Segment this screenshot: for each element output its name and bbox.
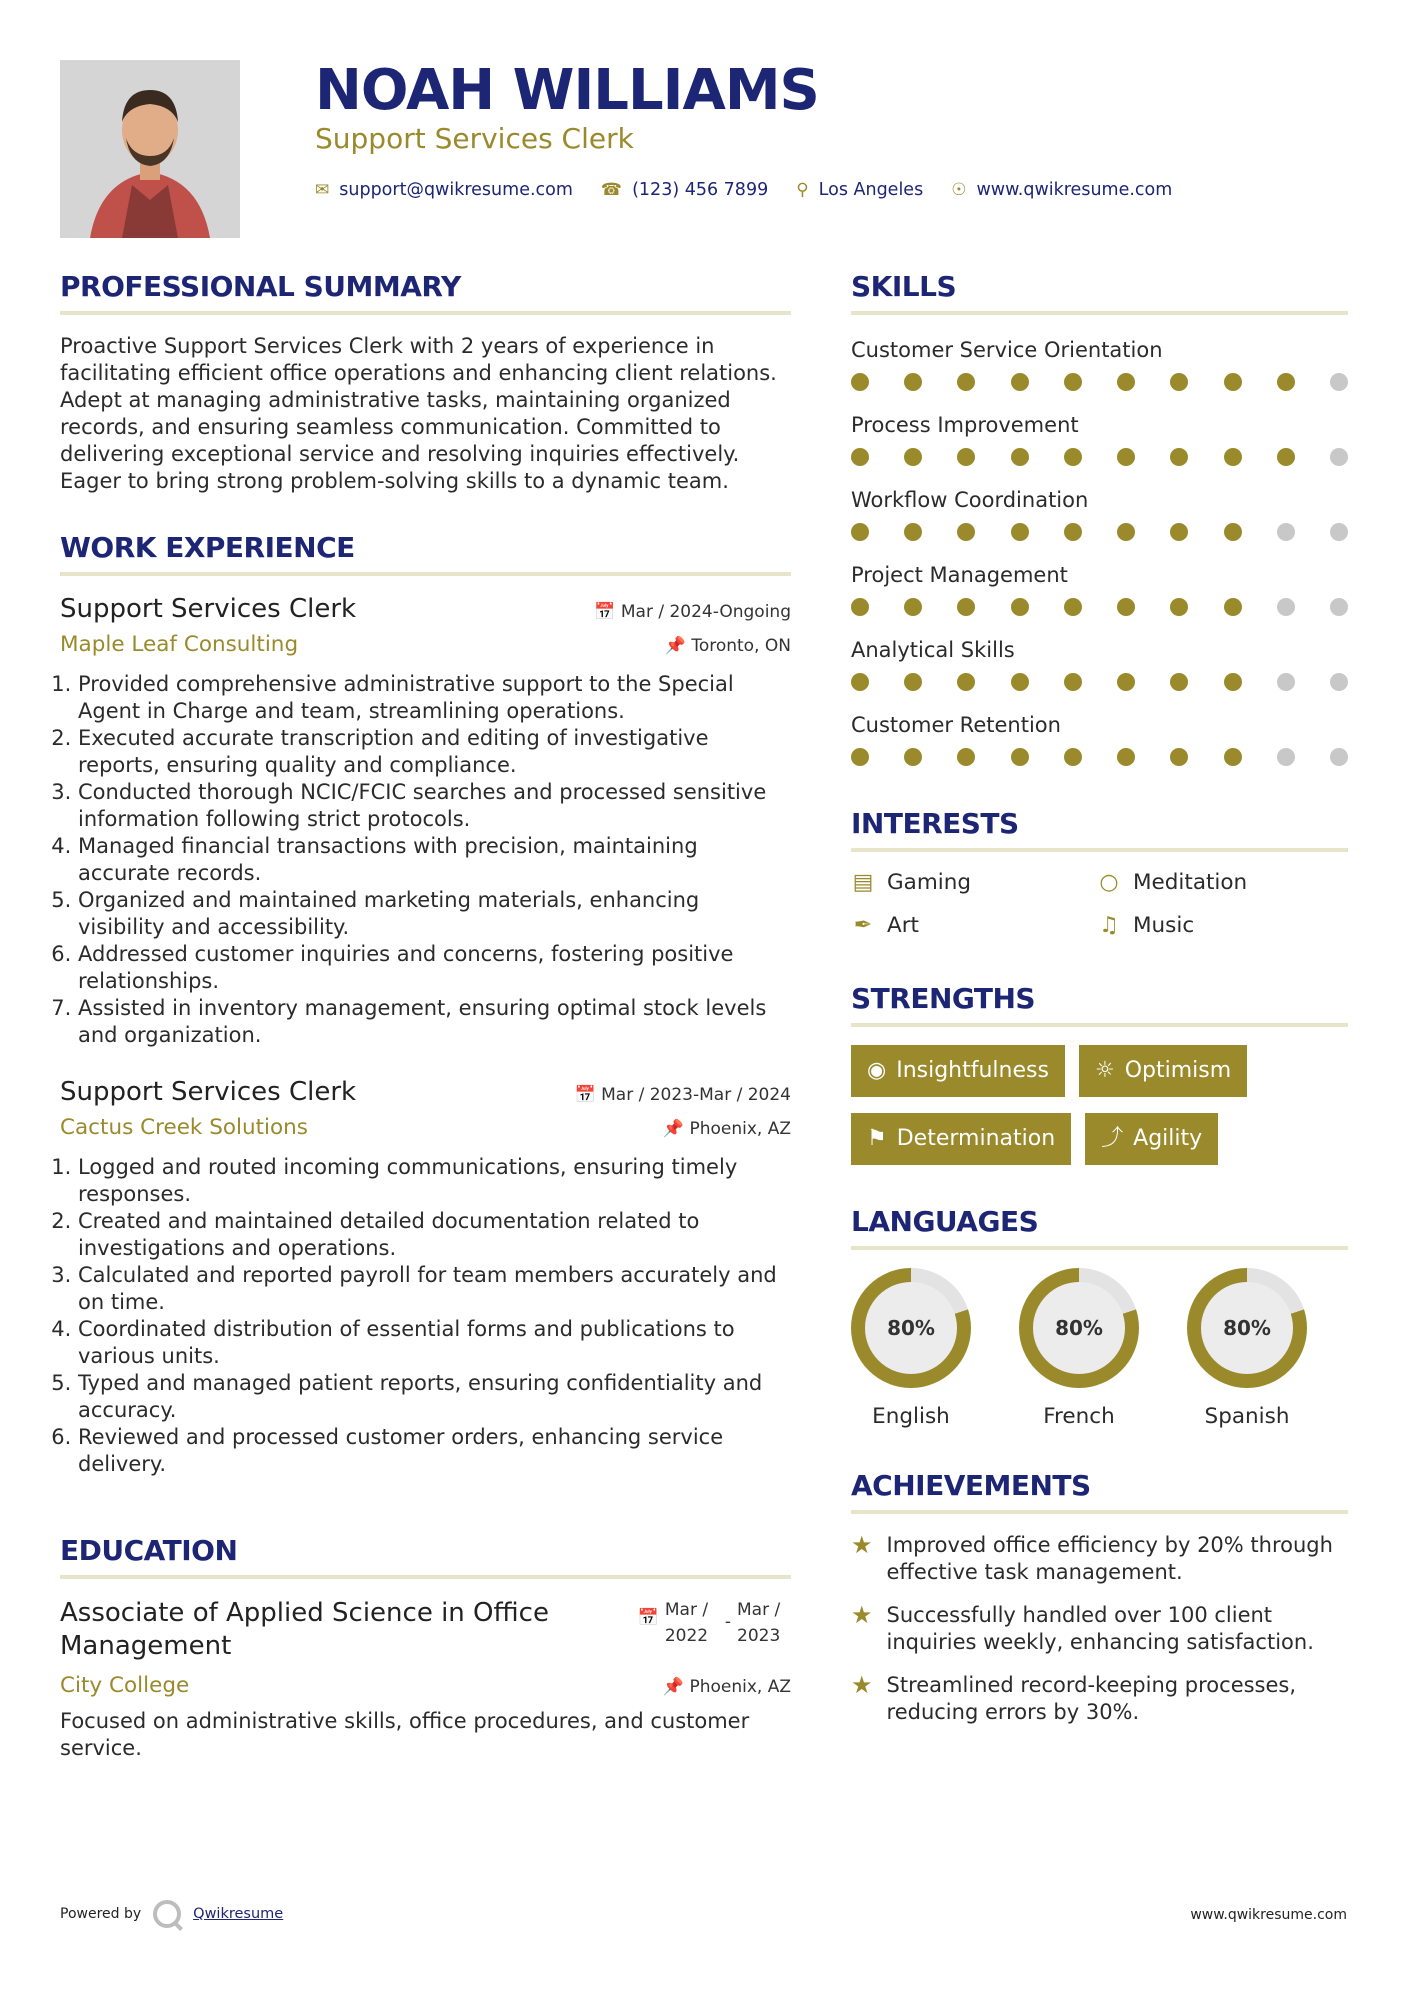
list-item: 3. Calculated and reported payroll for team members accurately and on time.: [78, 1262, 791, 1316]
education-entry: [60, 1597, 791, 1762]
job-dates: Mar / 2023-Mar / 2024: [601, 1085, 791, 1105]
rating-dot-filled: [851, 748, 869, 766]
rating-dot-filled: [851, 523, 869, 541]
language-item: [851, 1268, 971, 1429]
skills-heading: SKILLS: [851, 270, 1348, 315]
rating-dot-filled: [1011, 373, 1029, 391]
pin-icon: 📌: [664, 636, 686, 656]
achievement-item: [851, 1532, 1348, 1586]
rating-dot-filled: [1011, 673, 1029, 691]
footer-website[interactable]: www.qwikresume.com: [1190, 1907, 1347, 1923]
rating-dot-filled: [904, 373, 922, 391]
company-name: Maple Leaf Consulting: [60, 632, 299, 657]
summary-heading: PROFESSIONAL SUMMARY: [60, 270, 791, 315]
flag-icon: ⚑: [867, 1126, 887, 1151]
skill-item: [851, 483, 1348, 558]
strength-badge: [851, 1113, 1071, 1165]
rating-dot-filled: [1224, 523, 1242, 541]
education-heading: EDUCATION: [60, 1534, 791, 1579]
achievement-text: Successfully handled over 100 client inquiries weekly, enhancing satisfaction.: [886, 1603, 1314, 1654]
rating-dot-filled: [957, 448, 975, 466]
rating-dot-empty: [1330, 448, 1348, 466]
rating-dot-filled: [904, 523, 922, 541]
list-item: 3. Conducted thorough NCIC/FCIC searches and processed sensitive information following strict protocols.: [78, 779, 791, 833]
language-item: [1187, 1268, 1307, 1429]
gamepad-icon: ▤: [852, 870, 874, 895]
job-location: Phoenix, AZ: [689, 1119, 791, 1139]
bolt-icon: ⤴: [1101, 1126, 1124, 1151]
rating-dot-filled: [1170, 448, 1188, 466]
rating-dot-filled: [851, 673, 869, 691]
rating-dot-filled: [1117, 673, 1135, 691]
start-month: Mar /: [664, 1600, 709, 1620]
strengths-heading: STRENGTHS: [851, 982, 1348, 1027]
list-item: 2. Executed accurate transcription and editing of investigative reports, ensuring quality and compliance.: [78, 725, 791, 779]
language-ring: [1019, 1268, 1139, 1388]
end-year: 2023: [737, 1626, 781, 1646]
language-ring: [851, 1268, 971, 1388]
achievement-text: Improved office efficiency by 20% through effective task management.: [886, 1533, 1333, 1584]
interest-label: Gaming: [887, 870, 972, 895]
language-percent: 80%: [1201, 1282, 1293, 1374]
rating-dot-filled: [904, 448, 922, 466]
sun-icon: ☼: [1094, 1058, 1115, 1083]
languages-heading: LANGUAGES: [851, 1205, 1348, 1250]
rating-dot-empty: [1277, 598, 1295, 616]
language-ring: [1187, 1268, 1307, 1388]
rating-dot-empty: [1330, 748, 1348, 766]
end-month: Mar /: [737, 1600, 781, 1620]
achievement-item: [851, 1672, 1348, 1726]
candidate-role: Support Services Clerk: [315, 122, 634, 155]
calendar-icon: 📅: [637, 1608, 659, 1628]
list-item: 4. Managed financial transactions with precision, maintaining accurate records.: [78, 833, 791, 887]
skill-name: Process Improvement: [851, 413, 1079, 437]
skills-list: [851, 333, 1348, 783]
rating-dot-filled: [1170, 673, 1188, 691]
company-name: Cactus Creek Solutions: [60, 1115, 309, 1140]
rating-dot-filled: [1011, 523, 1029, 541]
language-name: French: [1043, 1404, 1115, 1429]
rating-dot-filled: [1117, 373, 1135, 391]
music-note-icon: ♫: [1099, 913, 1119, 938]
rating-dot-filled: [1117, 523, 1135, 541]
strength-badge: [1079, 1045, 1247, 1097]
language-percent: 80%: [1033, 1282, 1125, 1374]
interest-label: Music: [1133, 913, 1195, 938]
powered-by-label: Powered by: [60, 1906, 142, 1922]
calendar-icon: 📅: [594, 602, 616, 622]
job-entry: [60, 594, 791, 1049]
duty-list: [60, 671, 791, 1049]
rating-dot-filled: [1064, 673, 1082, 691]
circle-icon: ○: [1099, 870, 1119, 895]
qwikresume-logo-icon: [153, 1900, 181, 1928]
eye-icon: ◉: [867, 1058, 887, 1083]
list-item: 5. Typed and managed patient reports, ensuring confidentiality and accuracy.: [78, 1370, 791, 1424]
strength-badge: [851, 1045, 1065, 1097]
strength-badge: [1085, 1113, 1218, 1165]
skill-item: [851, 708, 1348, 783]
job-title: Support Services Clerk: [60, 1077, 357, 1107]
degree-title: Associate of Applied Science in Office Management: [60, 1598, 549, 1661]
rating-dot-filled: [904, 598, 922, 616]
footer-powered-by: [60, 1900, 283, 1928]
skill-name: Customer Retention: [851, 713, 1061, 737]
skill-rating: [851, 517, 1348, 558]
rating-dot-filled: [1064, 373, 1082, 391]
contact-location: Los Angeles: [818, 180, 924, 200]
rating-dot-empty: [1277, 673, 1295, 691]
rating-dot-filled: [904, 748, 922, 766]
duty-list: [60, 1154, 791, 1478]
job-dates: Mar / 2024-Ongoing: [620, 602, 791, 622]
strengths-list: [851, 1045, 1348, 1165]
rating-dot-filled: [1011, 448, 1029, 466]
rating-dot-filled: [957, 748, 975, 766]
strength-label: Optimism: [1124, 1058, 1232, 1083]
rating-dot-filled: [904, 673, 922, 691]
rating-dot-filled: [1277, 373, 1295, 391]
rating-dot-filled: [957, 673, 975, 691]
paintbrush-icon: ✒: [853, 913, 873, 938]
star-icon: ★: [851, 1531, 873, 1559]
rating-dot-empty: [1330, 598, 1348, 616]
list-item: 1. Provided comprehensive administrative support to the Special Agent in Charge and team, streamlining operations.: [78, 671, 791, 725]
job-title: Support Services Clerk: [60, 594, 357, 624]
envelope-icon: ✉: [315, 180, 330, 200]
globe-icon: ☉: [951, 180, 967, 200]
rating-dot-empty: [1330, 673, 1348, 691]
left-column: [60, 270, 791, 1762]
pin-icon: 📌: [662, 1119, 685, 1139]
rating-dot-filled: [851, 448, 869, 466]
interest-label: Meditation: [1133, 870, 1248, 895]
achievements-list: [851, 1532, 1348, 1726]
strength-label: Insightfulness: [896, 1058, 1049, 1083]
person-portrait: [60, 60, 240, 238]
contact-email[interactable]: support@qwikresume.com: [339, 180, 573, 200]
language-name: Spanish: [1204, 1404, 1290, 1429]
rating-dot-filled: [1170, 748, 1188, 766]
skill-item: [851, 333, 1348, 408]
language-item: [1019, 1268, 1139, 1429]
skill-name: Workflow Coordination: [851, 488, 1089, 512]
job-entry: [60, 1077, 791, 1478]
contact-website[interactable]: www.qwikresume.com: [976, 180, 1173, 200]
job-location: Toronto, ON: [691, 636, 791, 656]
brand-link[interactable]: Qwikresume: [193, 1906, 284, 1922]
right-column: [851, 270, 1348, 1742]
summary-text: Proactive Support Services Clerk with 2 years of experience in facilitating efficient office operations and enhancing client relations. Adept at managing administrative tasks, maintaining organized records, and ensuring seamless communication. Committed to delivering exceptional service and resolving inquiries effectively. Eager to bring strong problem-solving skills to a dynamic team.: [60, 334, 777, 493]
date-dash: -: [724, 1612, 731, 1632]
rating-dot-filled: [1277, 448, 1295, 466]
map-marker-icon: ⚲: [796, 180, 809, 200]
skill-name: Analytical Skills: [851, 638, 1015, 662]
interest-item: [1097, 870, 1343, 895]
education-description: Focused on administrative skills, office procedures, and customer service.: [60, 1709, 750, 1760]
star-icon: ★: [851, 1671, 873, 1699]
list-item: 5. Organized and maintained marketing materials, enhancing visibility and accessibility.: [78, 887, 791, 941]
rating-dot-filled: [957, 523, 975, 541]
rating-dot-filled: [1224, 748, 1242, 766]
education-dates: [638, 1597, 791, 1649]
skill-rating: [851, 442, 1348, 483]
interest-item: [1097, 913, 1343, 938]
phone-icon: ☎: [600, 180, 623, 200]
skill-item: [851, 558, 1348, 633]
star-icon: ★: [851, 1601, 873, 1629]
list-item: 1. Logged and routed incoming communications, ensuring timely responses.: [78, 1154, 791, 1208]
pin-icon: 📌: [662, 1677, 685, 1697]
school-location: Phoenix, AZ: [689, 1677, 791, 1697]
achievements-heading: ACHIEVEMENTS: [851, 1469, 1348, 1514]
list-item: 6. Addressed customer inquiries and concerns, fostering positive relationships.: [78, 941, 791, 995]
rating-dot-filled: [1224, 598, 1242, 616]
rating-dot-filled: [957, 373, 975, 391]
rating-dot-filled: [1064, 748, 1082, 766]
list-item: 4. Coordinated distribution of essential forms and publications to various units.: [78, 1316, 791, 1370]
rating-dot-filled: [1011, 748, 1029, 766]
rating-dot-empty: [1330, 523, 1348, 541]
rating-dot-filled: [1064, 598, 1082, 616]
rating-dot-filled: [1117, 748, 1135, 766]
contact-phone[interactable]: (123) 456 7899: [632, 180, 769, 200]
rating-dot-filled: [1117, 448, 1135, 466]
rating-dot-filled: [1170, 373, 1188, 391]
rating-dot-filled: [1011, 598, 1029, 616]
list-item: 7. Assisted in inventory management, ensuring optimal stock levels and organization.: [78, 995, 791, 1049]
skill-name: Customer Service Orientation: [851, 338, 1163, 362]
start-year: 2022: [664, 1626, 709, 1646]
contact-bar: [315, 180, 1172, 200]
list-item: 2. Created and maintained detailed documentation related to investigations and operations.: [78, 1208, 791, 1262]
skill-rating: [851, 742, 1348, 783]
rating-dot-empty: [1277, 523, 1295, 541]
experience-heading: WORK EXPERIENCE: [60, 531, 791, 576]
skill-item: [851, 408, 1348, 483]
candidate-name: NOAH WILLIAMS: [315, 58, 819, 123]
rating-dot-filled: [1224, 373, 1242, 391]
school-name: City College: [60, 1673, 190, 1698]
language-name: English: [872, 1404, 950, 1429]
calendar-icon: 📅: [574, 1085, 596, 1105]
interest-item: [851, 913, 1097, 938]
rating-dot-filled: [957, 598, 975, 616]
skill-rating: [851, 367, 1348, 408]
skill-item: [851, 633, 1348, 708]
list-item: 6. Reviewed and processed customer orders, enhancing service delivery.: [78, 1424, 791, 1478]
rating-dot-empty: [1330, 373, 1348, 391]
profile-photo: [60, 60, 240, 238]
skill-rating: [851, 667, 1348, 708]
rating-dot-filled: [1170, 523, 1188, 541]
rating-dot-filled: [1224, 673, 1242, 691]
strength-label: Agility: [1133, 1126, 1203, 1151]
rating-dot-filled: [1117, 598, 1135, 616]
rating-dot-filled: [1064, 523, 1082, 541]
strength-label: Determination: [896, 1126, 1056, 1151]
achievement-text: Streamlined record-keeping processes, reducing errors by 30%.: [886, 1673, 1297, 1724]
language-percent: 80%: [865, 1282, 957, 1374]
achievement-item: [851, 1602, 1348, 1656]
rating-dot-filled: [1064, 448, 1082, 466]
rating-dot-empty: [1277, 748, 1295, 766]
rating-dot-filled: [1170, 598, 1188, 616]
rating-dot-filled: [851, 598, 869, 616]
skill-rating: [851, 592, 1348, 633]
skill-name: Project Management: [851, 563, 1068, 587]
rating-dot-filled: [851, 373, 869, 391]
rating-dot-filled: [1224, 448, 1242, 466]
interests-heading: INTERESTS: [851, 807, 1348, 852]
interest-item: [851, 870, 1097, 895]
interests-grid: [851, 870, 1348, 938]
interest-label: Art: [887, 913, 919, 938]
languages-list: [851, 1268, 1348, 1429]
